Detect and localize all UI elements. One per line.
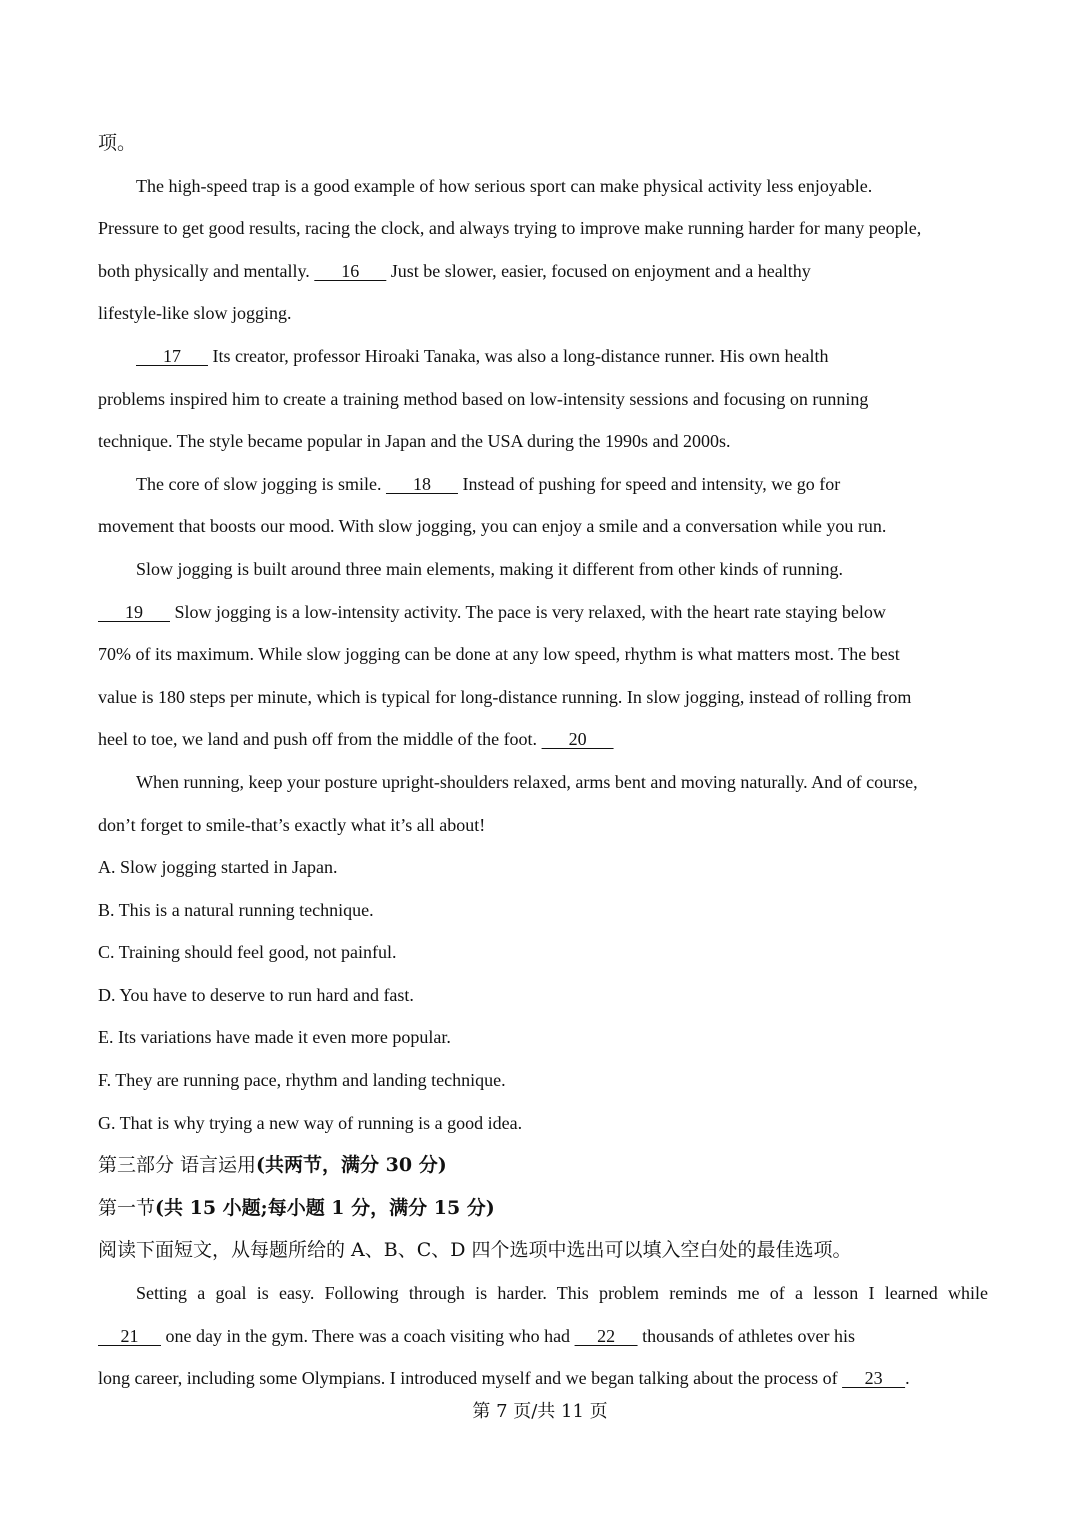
blank-18[interactable]: 18 <box>385 473 458 494</box>
passage-p3-line2: movement that boosts our mood. With slow jogging, you can enjoy a smile and a conversation while you run. <box>98 516 887 537</box>
intro-tail: 项。 <box>98 132 137 154</box>
passage-p4-line4: value is 180 steps per minute, which is typical for long-distance running. In slow jogging, instead of rolling from <box>98 686 912 707</box>
passage-p4-line3: 70% of its maximum. While slow jogging can be done at any low speed, rhythm is what matters most. The best <box>98 644 900 665</box>
part3-heading <box>98 1144 988 1187</box>
option-b: B. This is a natural running technique. <box>98 899 374 920</box>
passage-p5-line1: When running, keep your posture upright-shoulders relaxed, arms bent and moving naturally. And of course, <box>136 771 918 792</box>
passage-p4-line1: Slow jogging is built around three main elements, making it different from other kinds of running. <box>136 558 844 579</box>
passage-p5-line2: don’t forget to smile-that’s exactly what it’s all about! <box>98 814 486 835</box>
cloze-line2 <box>98 1315 988 1358</box>
passage-p2-line1-rest: Its creator, professor Hiroaki Tanaka, was also a long-distance runner. His own health <box>208 345 829 366</box>
passage-p3-line1-text: The core of slow jogging is smile. <box>136 473 386 494</box>
passage-p2-line1 <box>98 335 988 378</box>
blank-20[interactable]: 20 <box>541 729 614 750</box>
passage-p1-line2: Pressure to get good results, racing the clock, and always trying to improve make running harder for many people, <box>98 218 922 239</box>
page-footer: 第 7 页/共 11 页 <box>472 1401 608 1422</box>
option-e: E. Its variations have made it even more popular. <box>98 1027 451 1048</box>
exam-page <box>98 122 988 1400</box>
blank-21[interactable]: 21 <box>98 1325 161 1346</box>
blank-17[interactable]: 17 <box>136 345 208 366</box>
cloze-instruction: 阅读下面短文，从每题所给的 A、B、C、D 四个选项中选出可以填入空白处的最佳选项。 <box>98 1239 852 1262</box>
passage-p2-line3: technique. The style became popular in Japan and the USA during the 1990s and 2000s. <box>98 431 731 452</box>
passage-p1-line3-rest: Just be slower, easier, focused on enjoyment and a healthy <box>386 260 811 281</box>
blank-23[interactable]: 23 <box>842 1368 906 1389</box>
blank-16[interactable]: 16 <box>314 260 387 281</box>
passage-p1-line4: lifestyle-like slow jogging. <box>98 303 292 324</box>
cloze-line3 <box>98 1357 988 1400</box>
cloze-line2-mid: one day in the gym. There was a coach visiting who had <box>161 1325 575 1346</box>
passage-p1-line3-text: both physically and mentally. <box>98 260 315 281</box>
section1-heading-score: (共 15 小题;每小题 1 分，满分 15 分) <box>155 1196 495 1219</box>
passage-p4-line5-text: heel to toe, we land and push off from the middle of the foot. <box>98 729 542 750</box>
section1-heading <box>98 1187 988 1230</box>
cloze-line3-text: long career, including some Olympians. I introduced myself and we began talking about the process of <box>98 1368 843 1389</box>
cloze-line2-rest: thousands of athletes over his <box>637 1325 856 1346</box>
option-c: C. Training should feel good, not painful. <box>98 942 397 963</box>
passage-p1-line1: The high-speed trap is a good example of how serious sport can make physical activity less enjoyable. <box>136 175 873 196</box>
option-f: F. They are running pace, rhythm and landing technique. <box>98 1070 506 1091</box>
blank-19[interactable]: 19 <box>98 601 170 622</box>
cloze-line3-end: . <box>905 1368 910 1389</box>
passage-p4-line2 <box>98 591 988 634</box>
cloze-line1: Setting a goal is easy. Following through is harder. This problem reminds me of a lesson I learned while <box>136 1283 988 1304</box>
passage-p2-line2: problems inspired him to create a training method based on low-intensity sessions and focusing on running <box>98 388 869 409</box>
option-d: D. You have to deserve to run hard and fast. <box>98 984 414 1005</box>
passage-p3-line1 <box>98 463 988 506</box>
option-a: A. Slow jogging started in Japan. <box>98 857 338 878</box>
blank-22[interactable]: 22 <box>574 1325 638 1346</box>
option-g: G. That is why trying a new way of running is a good idea. <box>98 1112 523 1133</box>
passage-p4-line5 <box>98 718 988 761</box>
passage-p3-line1-rest: Instead of pushing for speed and intensity, we go for <box>457 473 841 494</box>
passage-p4-line2-rest: Slow jogging is a low-intensity activity. The pace is very relaxed, with the heart rate staying below <box>170 601 886 622</box>
section1-heading-title: 第一节 <box>98 1196 156 1219</box>
part3-heading-title: 第三部分 语言运用 <box>98 1154 257 1177</box>
part3-heading-score: (共两节，满分 30 分) <box>256 1154 447 1177</box>
passage-p1-line3 <box>98 250 988 293</box>
